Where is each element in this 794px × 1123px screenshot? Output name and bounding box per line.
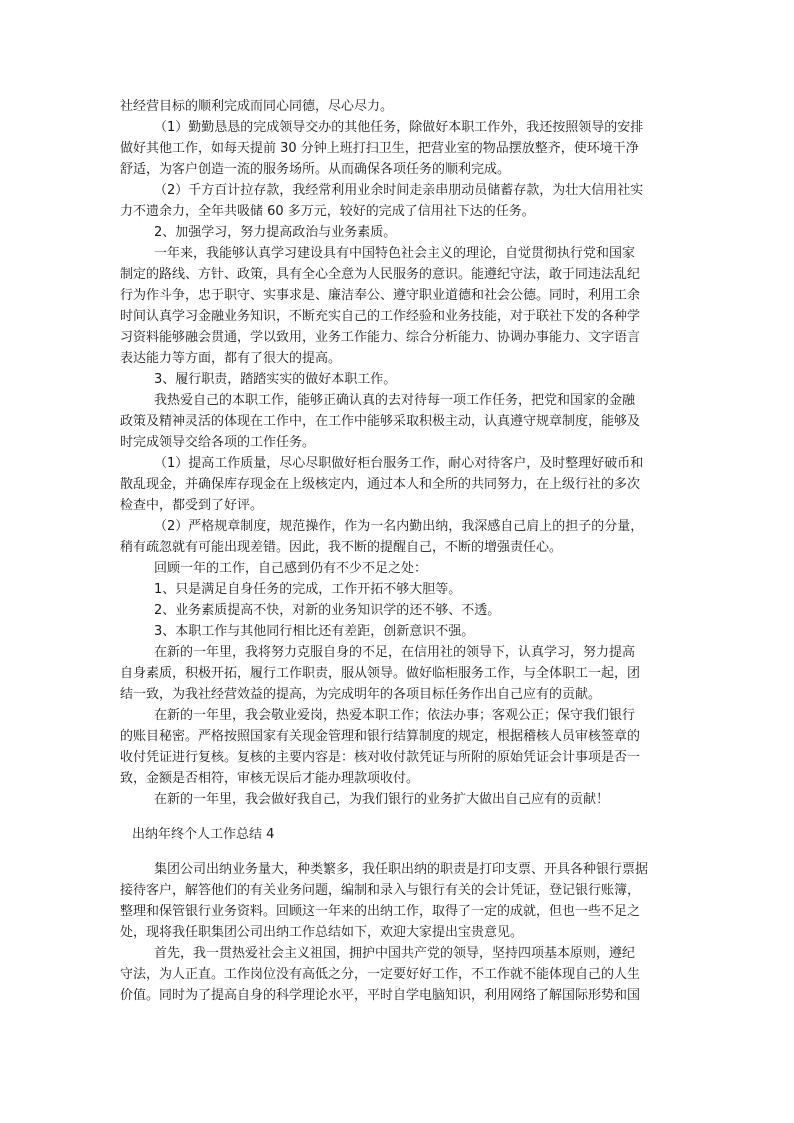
text-line: 整理和保管银行业务资料。回顾这一年来的出纳工作，取得了一定的成就，但也一些不足之 xyxy=(120,904,641,919)
text-line: （2）严格规章制度，规范操作，作为一名内勤出纳，我深感自己肩上的担子的分量， xyxy=(154,519,644,534)
text-line: 自身素质，积极开拓，履行工作职责，服从领导。做好临柜服务工作，与全体职工一起，团 xyxy=(120,666,641,681)
text-line: 价值。同时为了提高自身的科学理论水平，平时自学电脑知识，利用网络了解国际形势和国 xyxy=(120,988,641,1003)
text-line: 集团公司出纳业务量大，种类繁多，我任职出纳的职责是打印支票、开具各种银行票据 xyxy=(154,862,649,877)
text-line: 时间认真学习金融业务知识，不断充实自己的工作经验和业务技能，对于联社下发的各种学 xyxy=(120,309,641,324)
spacer xyxy=(120,810,680,824)
text-line: 舒适，为客户创造一流的服务场所。从而确保各项任务的顺利完成。 xyxy=(120,162,511,177)
text-line: 时完成领导交给各项的工作任务。 xyxy=(120,435,316,450)
text-line: 稍有疏忽就有可能出现差错。因此，我不断的提醒自己，不断的增强责任心。 xyxy=(120,540,563,555)
text-line: 的账目秘密。严格按照国家有关现金管理和银行结算制度的规定，根据稽核人员审核签章的 xyxy=(120,729,641,744)
text-line: 社经营目标的顺利完成而同心同德，尽心尽力。 xyxy=(120,99,394,114)
text-line: 一年来，我能够认真学习建设具有中国特色社会主义的理论，自觉贯彻执行党和国家 xyxy=(154,246,636,261)
text-line: 政策及精神灵活的体现在工作中，在工作中能够采取积极主动，认真遵守规章制度，能够及 xyxy=(120,414,641,429)
text-line: 力不遗余力，全年共吸储 60 多万元，较好的完成了信用社下达的任务。 xyxy=(120,204,535,219)
text-line: （1）勤勤恳恳的完成领导交办的其他任务，除做好本职工作外，我还按照领导的安排 xyxy=(154,120,644,135)
text-line: 3、本职工作与其他同行相比还有差距，创新意识不强。 xyxy=(154,624,475,639)
text-line: 2、加强学习，努力提高政治与业务素质。 xyxy=(154,225,397,240)
section-bank-summary xyxy=(120,96,680,810)
section-heading: 出纳年终个人工作总结 4 xyxy=(132,827,275,842)
text-line: 收付凭证进行复核。复核的主要内容是：核对收付款凭证与所附的原始凭证会计事项是否一 xyxy=(120,750,641,765)
text-line: 1、只是满足自身任务的完成，工作开拓不够大胆等。 xyxy=(154,582,462,597)
text-line: 首先，我一贯热爱社会主义祖国，拥护中国共产党的领导，坚持四项基本原则，遵纪 xyxy=(154,946,636,961)
text-line: 检查中，都受到了好评。 xyxy=(120,498,264,513)
text-line: （2）千方百计拉存款，我经常利用业余时间走亲串朋动员储蓄存款，为壮大信用社实 xyxy=(154,183,644,198)
spacer xyxy=(120,845,680,859)
text-line: 行为作斗争，忠于职守、实事求是、廉洁奉公、遵守职业道德和社会公德。同时，利用工余 xyxy=(120,288,641,303)
text-line: 制定的路线、方针、政策，具有全心全意为人民服务的意识。能遵纪守法，敢于同违法乱纪 xyxy=(120,267,641,282)
text-line: 守法，为人正直。工作岗位没有高低之分，一定要好好工作，不工作就不能体现自己的人生 xyxy=(120,967,641,982)
text-line: （1）提高工作质量，尽心尽职做好柜台服务工作，耐心对待客户，及时整理好破币和 xyxy=(154,456,644,471)
text-line: 接待客户，解答他们的有关业务问题，编制和录入与银行有关的会计凭证，登记银行账簿， xyxy=(120,883,641,898)
text-line: 处，现将我任职集团公司出纳工作总结如下，欢迎大家提出宝贵意见。 xyxy=(120,925,524,940)
text-line: 习资料能够融会贯通，学以致用，业务工作能力、综合分析能力、协调办事能力、文字语言 xyxy=(120,330,641,345)
section-cashier-summary-4 xyxy=(120,859,680,1006)
text-line: 散乱现金，并确保库存现金在上级核定内，通过本人和全所的共同努力，在上级行社的多次 xyxy=(120,477,641,492)
text-line: 2、业务素质提高不快，对新的业务知识学的还不够、不透。 xyxy=(154,603,501,618)
text-line: 在新的一年里，我会敬业爱岗，热爱本职工作；依法办事；客观公正；保守我们银行 xyxy=(154,708,636,723)
text-line: 在新的一年里，我将努力克服自身的不足，在信用社的领导下，认真学习，努力提高 xyxy=(154,645,636,660)
text-line: 回顾一年的工作，自己感到仍有不少不足之处： xyxy=(154,561,428,576)
text-line: 我热爱自己的本职工作，能够正确认真的去对待每一项工作任务，把党和国家的金融 xyxy=(154,393,636,408)
text-line: 致，金额是否相符，审核无误后才能办理款项收付。 xyxy=(120,771,420,786)
text-line: 表达能力等方面，都有了很大的提高。 xyxy=(120,351,342,366)
document-body xyxy=(120,96,680,1006)
text-line: 做好其他工作，如每天提前 30 分钟上班打扫卫生，把营业室的物品摆放整齐，使环境干净 xyxy=(120,141,639,156)
text-line: 在新的一年里，我会做好我自己，为我们银行的业务扩大做出自己应有的贡献！ xyxy=(154,792,610,807)
text-line: 3、履行职责，踏踏实实的做好本职工作。 xyxy=(154,372,397,387)
text-line: 结一致，为我社经营效益的提高，为完成明年的各项目标任务作出自己应有的贡献。 xyxy=(120,687,602,702)
